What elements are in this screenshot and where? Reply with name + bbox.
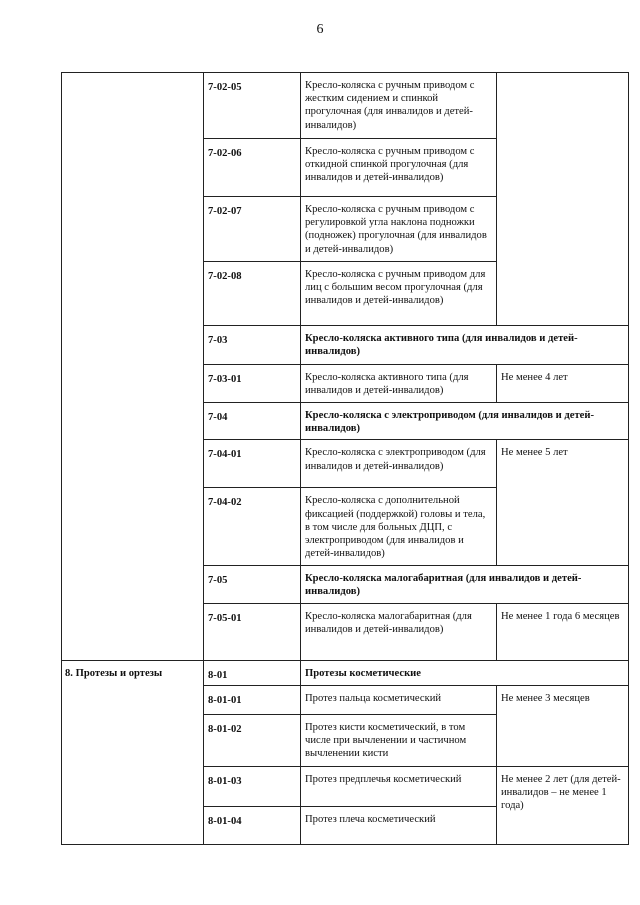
item-code: 7-04-01 [204,440,301,488]
item-term-empty [497,73,629,326]
item-name: Кресло-коляска с дополнительной фиксацией (поддержкой) головы и тела, в том числе для больных ДЦП, с электроприводом (для инвалидов и детей-инвалидов) [301,488,497,565]
item-name: Кресло-коляска с электроприводом (для инвалидов и детей-инвалидов) [301,440,497,488]
group-name: Кресло-коляска с электроприводом (для инвалидов и детей-инвалидов) [301,403,629,440]
group-code: 7-04 [204,403,301,440]
item-term: Не менее 1 года 6 месяцев [497,603,629,660]
table-row-group [62,660,629,685]
group-code: 7-03 [204,326,301,365]
group-name: Кресло-коляска активного типа (для инвалидов и детей-инвалидов) [301,326,629,365]
item-code: 8-01-04 [204,806,301,844]
item-code: 7-02-05 [204,73,301,139]
equipment-table [61,72,629,845]
item-term: Не менее 4 лет [497,365,629,403]
item-code: 7-02-08 [204,262,301,326]
item-term: Не менее 3 месяцев [497,685,629,766]
item-code: 7-04-02 [204,488,301,565]
group-code: 7-05 [204,565,301,603]
item-code: 7-03-01 [204,365,301,403]
item-name: Протез предплечья косметический [301,766,497,806]
item-name: Протез кисти косметический, в том числе при вычленении и частичном вычленении кисти [301,714,497,766]
item-name: Кресло-коляска с ручным приводом с жестким сидением и спинкой прогулочная (для инвалидов и детей-инвалидов) [301,73,497,139]
item-name: Кресло-коляска с ручным приводом с регулировкой угла наклона подножки (подножек) прогулочная (для инвалидов и детей-инвалидов) [301,197,497,262]
item-code: 8-01-01 [204,685,301,714]
item-code: 7-05-01 [204,603,301,660]
item-code: 8-01-03 [204,766,301,806]
item-term: Не менее 5 лет [497,440,629,565]
table-row [62,73,629,139]
group-name: Протезы косметические [301,660,629,685]
page-number: 6 [316,22,324,37]
item-name: Кресло-коляска с ручным приводом с откидной спинкой прогулочная (для инвалидов и детей-инвалидов) [301,139,497,197]
section-cell-7 [62,73,204,661]
item-name: Протез плеча косметический [301,806,497,844]
item-code: 8-01-02 [204,714,301,766]
item-name: Протез пальца косметический [301,685,497,714]
section-label: 8. Протезы и ортезы [62,660,204,844]
item-code: 7-02-06 [204,139,301,197]
item-name: Кресло-коляска с ручным приводом для лиц с большим весом прогулочная (для инвалидов и детей-инвалидов) [301,262,497,326]
group-code: 8-01 [204,660,301,685]
group-name: Кресло-коляска малогабаритная (для инвалидов и детей-инвалидов) [301,565,629,603]
item-code: 7-02-07 [204,197,301,262]
item-term: Не менее 2 лет (для детей-инвалидов – не менее 1 года) [497,766,629,844]
item-name: Кресло-коляска активного типа (для инвалидов и детей-инвалидов) [301,365,497,403]
item-name: Кресло-коляска малогабаритная (для инвалидов и детей-инвалидов) [301,603,497,660]
